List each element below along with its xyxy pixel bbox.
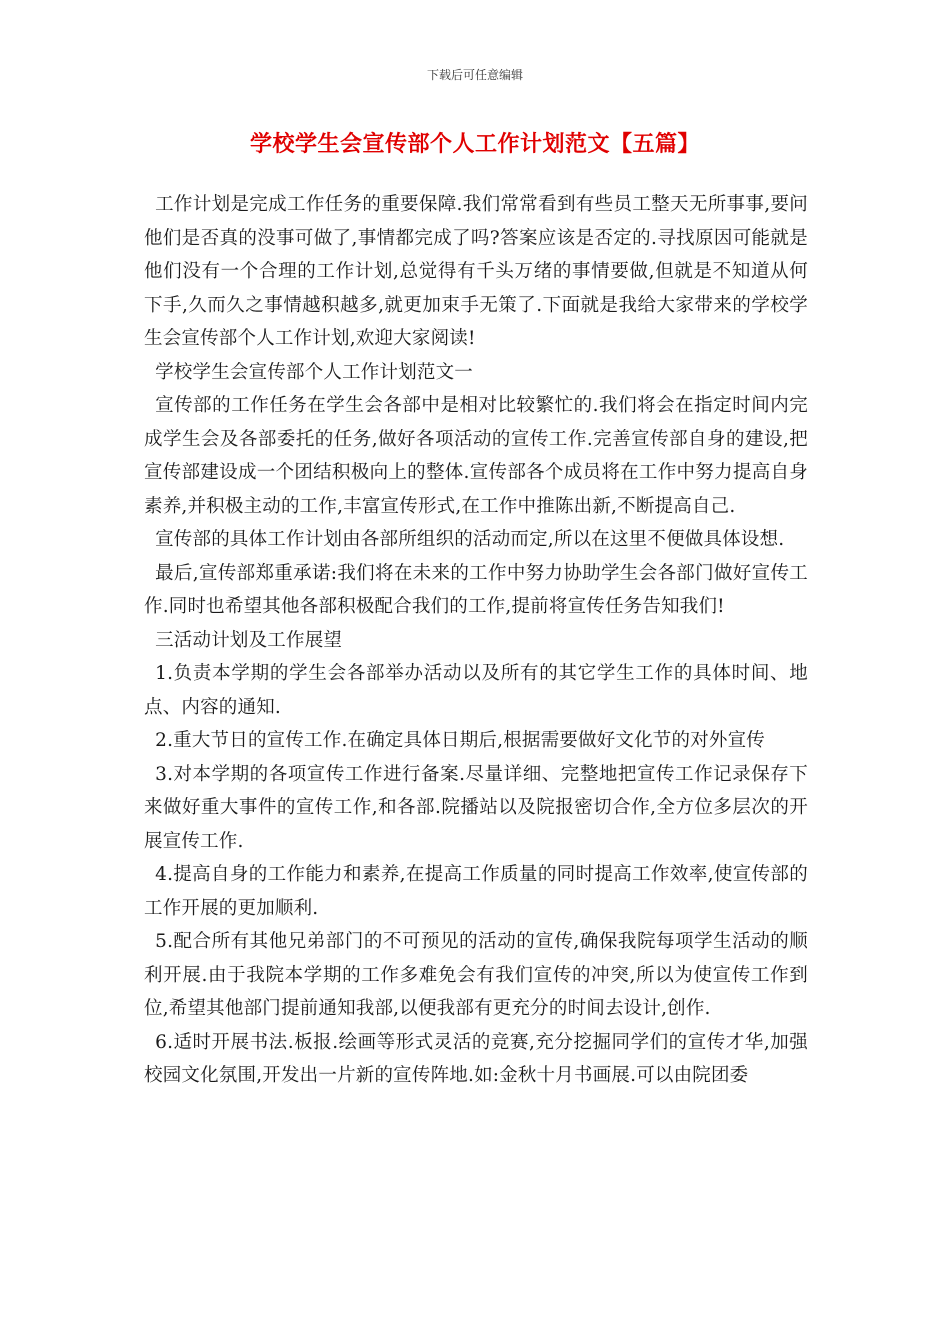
body-paragraph: 宣传部的工作任务在学生会各部中是相对比较繁忙的.我们将会在指定时间内完成学生会及各部委托的任务,做好各项活动的宣传工作.完善宣传部自身的建设,把宣传部建设成一个团结积极向上的整体.宣传部各个成员将在工作中努力提高自身素养,并积极主动的工作,丰富宣传形式,在工作中推陈出新,不断提高自己. <box>144 395 808 517</box>
list-item: 1.负责本学期的学生会各部举办活动以及所有的其它学生工作的具体时间、地点、内容的通知. <box>144 663 808 718</box>
list-item: 3.对本学期的各项宣传工作进行备案.尽量详细、完整地把宣传工作记录保存下来做好重大事件的宣传工作,和各部.院播站以及院报密切合作,全方位多层次的开展宣传工作. <box>144 763 808 852</box>
list-item: 2.重大节日的宣传工作.在确定具体日期后,根据需要做好文化节的对外宣传 <box>155 730 766 751</box>
list-item: 4.提高自身的工作能力和素养,在提高工作质量的同时提高工作效率,使宣传部的工作开展的更加顺利. <box>144 864 808 919</box>
list-item: 6.适时开展书法.板报.绘画等形式灵活的竞赛,充分挖掘同学们的宣传才华,加强校园文化氛围,开发出一片新的宣传阵地.如:金秋十月书画展.可以由院团委 <box>144 1031 808 1086</box>
document-title: 学校学生会宣传部个人工作计划范文【五篇】 <box>249 132 700 157</box>
header-note: 下载后可任意编辑 <box>426 68 523 82</box>
body-paragraph: 最后,宣传部郑重承诺:我们将在未来的工作中努力协助学生会各部门做好宣传工作.同时也希望其他各部积极配合我们的工作,提前将宣传任务告知我们! <box>144 562 808 617</box>
document-body <box>144 188 808 1093</box>
section-heading: 学校学生会宣传部个人工作计划范文一 <box>155 361 473 383</box>
list-item: 5.配合所有其他兄弟部门的不可预见的活动的宣传,确保我院每项学生活动的顺利开展.由于我院本学期的工作多难免会有我们宣传的冲突,所以为使宣传工作到位,希望其他部门提前通知我部,以便我部有更充分的时间去设计,创作. <box>144 931 808 1019</box>
section-heading: 三活动计划及工作展望 <box>155 629 343 651</box>
body-paragraph: 宣传部的具体工作计划由各部所组织的活动而定,所以在这里不便做具体设想. <box>155 529 785 550</box>
intro-paragraph: 工作计划是完成工作任务的重要保障.我们常常看到有些员工整天无所事事,要问他们是否真的没事可做了,事情都完成了吗?答案应该是否定的.寻找原因可能就是他们没有一个合理的工作计划,总觉得有千头万绪的事情要做,但就是不知道从何下手,久而久之事情越积越多,就更加束手无策了.下面就是我给大家带来的学校学生会宣传部个人工作计划,欢迎大家阅读! <box>144 194 808 349</box>
